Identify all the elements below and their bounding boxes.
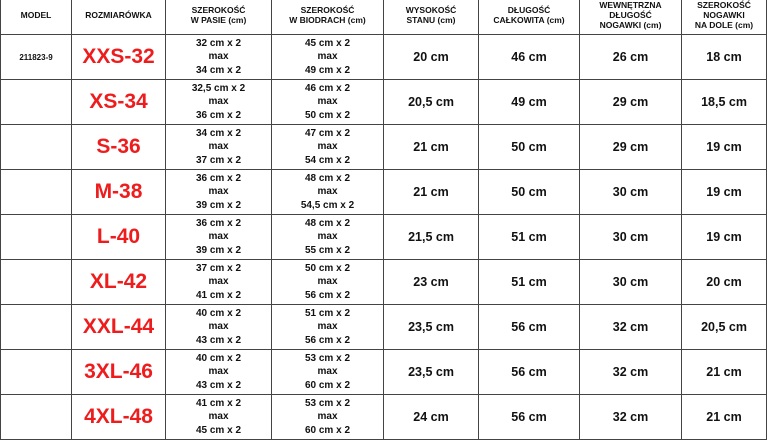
waist-line: 34 cm x 2	[195, 64, 242, 76]
hips-line: max	[317, 51, 338, 63]
length-cell: 46 cm	[479, 35, 580, 80]
table-row	[1, 125, 767, 170]
hips-line: 60 cm x 2	[304, 424, 351, 436]
length-cell: 56 cm	[479, 350, 580, 395]
waist-cell	[166, 350, 272, 395]
waist-line: 34 cm x 2	[195, 127, 242, 139]
size-label: XL-42	[72, 260, 166, 305]
hips-line: 54,5 cm x 2	[300, 199, 355, 211]
hips-line: 53 cm x 2	[304, 352, 351, 364]
size-label: 3XL-46	[72, 350, 166, 395]
length-cell: 50 cm	[479, 125, 580, 170]
table-row	[1, 215, 767, 260]
hips-line: max	[317, 321, 338, 333]
inseam-cell: 32 cm	[580, 350, 682, 395]
waist-line: 36 cm x 2	[195, 217, 242, 229]
waist-line: 43 cm x 2	[195, 334, 242, 346]
length-cell: 49 cm	[479, 80, 580, 125]
hips-line: 45 cm x 2	[304, 37, 351, 49]
waist-line: 41 cm x 2	[195, 289, 242, 301]
leg-width-cell: 18 cm	[682, 35, 767, 80]
waist-cell	[166, 260, 272, 305]
hips-cell	[272, 260, 384, 305]
rise-header: WYSOKOŚĆ STANU (cm)	[384, 0, 479, 35]
waist-line: 39 cm x 2	[195, 244, 242, 256]
model-cell	[1, 260, 72, 305]
waist-cell	[166, 170, 272, 215]
table-row	[1, 80, 767, 125]
header-row	[1, 0, 767, 35]
model-cell	[1, 395, 72, 440]
waist-line: max	[208, 141, 229, 153]
model-cell	[1, 305, 72, 350]
waist-cell	[166, 80, 272, 125]
rise-cell: 20,5 cm	[384, 80, 479, 125]
hips-line: max	[317, 96, 338, 108]
hips-line: 51 cm x 2	[304, 307, 351, 319]
hips-line: 48 cm x 2	[304, 172, 351, 184]
hips-line: max	[317, 186, 338, 198]
hips-line: 54 cm x 2	[304, 154, 351, 166]
hips-line: max	[317, 141, 338, 153]
waist-line: 36 cm x 2	[195, 172, 242, 184]
leg-width-header: SZEROKOŚĆ NOGAWKI NA DOLE (cm)	[682, 0, 767, 35]
waist-line: 45 cm x 2	[195, 424, 242, 436]
table-body	[1, 35, 767, 440]
waist-cell	[166, 215, 272, 260]
hips-line: max	[317, 411, 338, 423]
model-cell	[1, 215, 72, 260]
hips-cell	[272, 305, 384, 350]
hips-line: max	[317, 366, 338, 378]
leg-width-cell: 18,5 cm	[682, 80, 767, 125]
model-cell: 211823-9	[1, 35, 72, 80]
waist-cell	[166, 305, 272, 350]
waist-line: max	[208, 411, 229, 423]
inseam-header: WEWNĘTRZNA DŁUGOŚĆ NOGAWKI (cm)	[580, 0, 682, 35]
waist-line: 41 cm x 2	[195, 397, 242, 409]
waist-cell	[166, 395, 272, 440]
waist-line: 39 cm x 2	[195, 199, 242, 211]
hips-line: 56 cm x 2	[304, 289, 351, 301]
inseam-cell: 30 cm	[580, 215, 682, 260]
rise-cell: 21 cm	[384, 170, 479, 215]
table-row	[1, 170, 767, 215]
waist-line: 36 cm x 2	[195, 109, 242, 121]
model-cell	[1, 80, 72, 125]
waist-line: 40 cm x 2	[195, 307, 242, 319]
rise-cell: 23,5 cm	[384, 350, 479, 395]
model-header: MODEL	[1, 0, 72, 35]
hips-line: 56 cm x 2	[304, 334, 351, 346]
waist-line: max	[208, 276, 229, 288]
table-row	[1, 305, 767, 350]
inseam-cell: 30 cm	[580, 170, 682, 215]
size-label: 4XL-48	[72, 395, 166, 440]
length-cell: 56 cm	[479, 395, 580, 440]
waist-cell	[166, 35, 272, 80]
waist-line: 32 cm x 2	[195, 37, 242, 49]
inseam-cell: 29 cm	[580, 80, 682, 125]
waist-line: max	[208, 51, 229, 63]
table-row	[1, 35, 767, 80]
length-header: DŁUGOŚĆ CAŁKOWITA (cm)	[479, 0, 580, 35]
leg-width-cell: 20,5 cm	[682, 305, 767, 350]
hips-cell	[272, 395, 384, 440]
size-label: S-36	[72, 125, 166, 170]
leg-width-cell: 21 cm	[682, 350, 767, 395]
model-cell	[1, 125, 72, 170]
hips-line: max	[317, 231, 338, 243]
waist-line: 37 cm x 2	[195, 154, 242, 166]
waist-cell	[166, 125, 272, 170]
inseam-cell: 26 cm	[580, 35, 682, 80]
length-cell: 51 cm	[479, 260, 580, 305]
waist-line: max	[208, 366, 229, 378]
rise-cell: 24 cm	[384, 395, 479, 440]
rise-cell: 20 cm	[384, 35, 479, 80]
leg-width-cell: 21 cm	[682, 395, 767, 440]
waist-line: max	[208, 186, 229, 198]
inseam-cell: 30 cm	[580, 260, 682, 305]
hips-cell	[272, 170, 384, 215]
hips-line: 53 cm x 2	[304, 397, 351, 409]
hips-cell	[272, 350, 384, 395]
rise-cell: 23 cm	[384, 260, 479, 305]
hips-line: 49 cm x 2	[304, 64, 351, 76]
hips-line: max	[317, 276, 338, 288]
waist-line: max	[208, 231, 229, 243]
hips-line: 50 cm x 2	[304, 109, 351, 121]
hips-line: 60 cm x 2	[304, 379, 351, 391]
length-cell: 56 cm	[479, 305, 580, 350]
hips-cell	[272, 215, 384, 260]
length-cell: 51 cm	[479, 215, 580, 260]
leg-width-cell: 19 cm	[682, 125, 767, 170]
waist-line: 32,5 cm x 2	[191, 82, 246, 94]
inseam-cell: 32 cm	[580, 395, 682, 440]
table-row	[1, 260, 767, 305]
leg-width-cell: 19 cm	[682, 170, 767, 215]
hips-line: 55 cm x 2	[304, 244, 351, 256]
length-cell: 50 cm	[479, 170, 580, 215]
inseam-cell: 29 cm	[580, 125, 682, 170]
hips-line: 46 cm x 2	[304, 82, 351, 94]
inseam-cell: 32 cm	[580, 305, 682, 350]
waist-line: 40 cm x 2	[195, 352, 242, 364]
rise-cell: 21 cm	[384, 125, 479, 170]
size-label: XXL-44	[72, 305, 166, 350]
table-row	[1, 350, 767, 395]
waist-line: 43 cm x 2	[195, 379, 242, 391]
size-label: L-40	[72, 215, 166, 260]
rise-cell: 23,5 cm	[384, 305, 479, 350]
waist-line: max	[208, 321, 229, 333]
hips-header: SZEROKOŚĆ W BIODRACH (cm)	[272, 0, 384, 35]
size-header: ROZMIARÓWKA	[72, 0, 166, 35]
waist-line: max	[208, 96, 229, 108]
leg-width-cell: 19 cm	[682, 215, 767, 260]
waist-header: SZEROKOŚĆ W PASIE (cm)	[166, 0, 272, 35]
model-cell	[1, 350, 72, 395]
hips-line: 47 cm x 2	[304, 127, 351, 139]
waist-line: 37 cm x 2	[195, 262, 242, 274]
size-label: M-38	[72, 170, 166, 215]
size-label: XXS-32	[72, 35, 166, 80]
table-row	[1, 395, 767, 440]
hips-line: 48 cm x 2	[304, 217, 351, 229]
size-label: XS-34	[72, 80, 166, 125]
model-cell	[1, 170, 72, 215]
hips-cell	[272, 35, 384, 80]
rise-cell: 21,5 cm	[384, 215, 479, 260]
hips-cell	[272, 80, 384, 125]
leg-width-cell: 20 cm	[682, 260, 767, 305]
hips-cell	[272, 125, 384, 170]
hips-line: 50 cm x 2	[304, 262, 351, 274]
